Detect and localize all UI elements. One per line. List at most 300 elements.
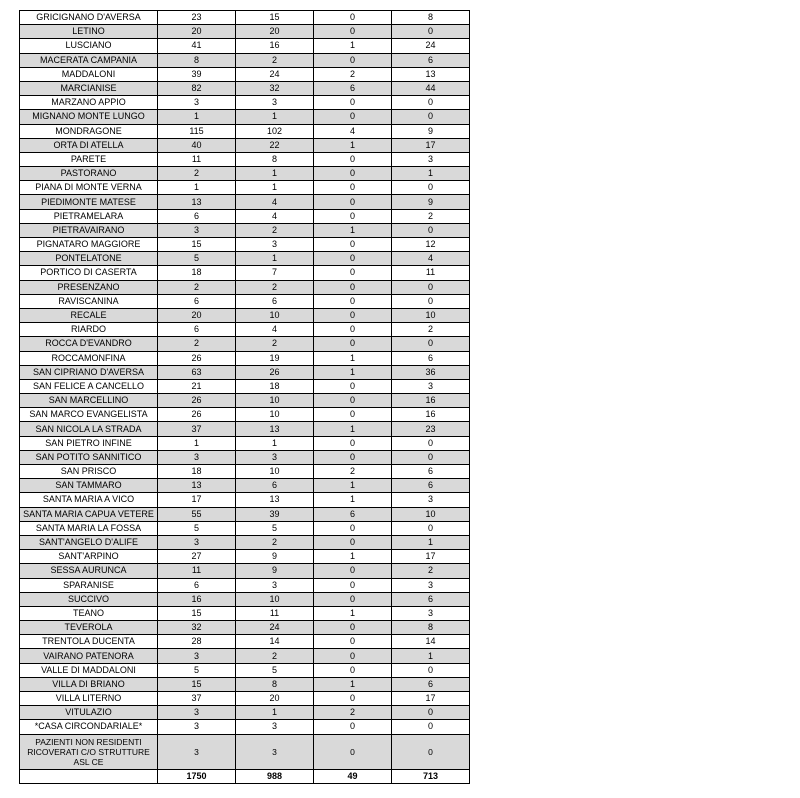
table-row	[20, 621, 470, 635]
municipality-cell: RECALE	[20, 308, 158, 322]
totals-label-cell	[20, 769, 158, 784]
municipality-cell: MACERATA CAMPANIA	[20, 53, 158, 67]
value-cell-1: 11	[158, 564, 236, 578]
value-cell-1: 41	[158, 39, 236, 53]
value-cell-4: 11	[392, 266, 470, 280]
value-cell-3: 0	[314, 337, 392, 351]
value-cell-1: 2	[158, 167, 236, 181]
value-cell-2: 13	[236, 493, 314, 507]
value-cell-2: 6	[236, 294, 314, 308]
municipality-cell: LETINO	[20, 25, 158, 39]
value-cell-1: 5	[158, 663, 236, 677]
municipality-cell: GRICIGNANO D'AVERSA	[20, 11, 158, 25]
value-cell-3: 1	[314, 351, 392, 365]
municipality-cell: PAZIENTI NON RESIDENTI RICOVERATI C/O STRUTTURE ASL CE	[20, 734, 158, 769]
value-cell-3: 2	[314, 67, 392, 81]
value-cell-3: 0	[314, 379, 392, 393]
municipality-cell: SANTA MARIA A VICO	[20, 493, 158, 507]
value-cell-4: 2	[392, 323, 470, 337]
value-cell-4: 6	[392, 479, 470, 493]
municipality-cell: PIETRAVAIRANO	[20, 223, 158, 237]
municipality-cell: RAVISCANINA	[20, 294, 158, 308]
value-cell-3: 0	[314, 181, 392, 195]
value-cell-3: 0	[314, 578, 392, 592]
value-cell-4: 17	[392, 692, 470, 706]
municipality-cell: LUSCIANO	[20, 39, 158, 53]
value-cell-3: 1	[314, 39, 392, 53]
table-row	[20, 365, 470, 379]
value-cell-3: 4	[314, 124, 392, 138]
table-row	[20, 181, 470, 195]
value-cell-1: 1	[158, 110, 236, 124]
value-cell-4: 1	[392, 167, 470, 181]
municipality-cell: TEANO	[20, 606, 158, 620]
value-cell-3: 0	[314, 663, 392, 677]
table-row	[20, 124, 470, 138]
value-cell-1: 3	[158, 223, 236, 237]
table-row	[20, 379, 470, 393]
table-row	[20, 394, 470, 408]
value-cell-2: 10	[236, 308, 314, 322]
value-cell-2: 19	[236, 351, 314, 365]
value-cell-1: 23	[158, 11, 236, 25]
value-cell-2: 5	[236, 521, 314, 535]
table-row	[20, 422, 470, 436]
value-cell-4: 0	[392, 96, 470, 110]
value-cell-1: 37	[158, 422, 236, 436]
value-cell-1: 3	[158, 706, 236, 720]
value-cell-4: 4	[392, 252, 470, 266]
value-cell-2: 4	[236, 323, 314, 337]
municipality-cell: PIGNATARO MAGGIORE	[20, 238, 158, 252]
value-cell-3: 0	[314, 734, 392, 769]
value-cell-4: 0	[392, 110, 470, 124]
value-cell-3: 0	[314, 53, 392, 67]
value-cell-3: 0	[314, 592, 392, 606]
value-cell-3: 2	[314, 706, 392, 720]
value-cell-4: 0	[392, 521, 470, 535]
value-cell-2: 2	[236, 53, 314, 67]
value-cell-2: 2	[236, 280, 314, 294]
municipality-cell: PORTICO DI CASERTA	[20, 266, 158, 280]
value-cell-2: 39	[236, 507, 314, 521]
municipality-cell: SAN PRISCO	[20, 465, 158, 479]
value-cell-4: 0	[392, 280, 470, 294]
value-cell-4: 2	[392, 209, 470, 223]
table-row	[20, 692, 470, 706]
table-row	[20, 11, 470, 25]
table-row	[20, 238, 470, 252]
value-cell-3: 0	[314, 450, 392, 464]
value-cell-3: 6	[314, 81, 392, 95]
value-cell-1: 1	[158, 181, 236, 195]
value-cell-2: 1	[236, 252, 314, 266]
municipality-cell: VILLA DI BRIANO	[20, 677, 158, 691]
value-cell-1: 11	[158, 152, 236, 166]
table-row	[20, 337, 470, 351]
value-cell-3: 1	[314, 677, 392, 691]
value-cell-4: 12	[392, 238, 470, 252]
value-cell-4: 0	[392, 436, 470, 450]
value-cell-4: 3	[392, 578, 470, 592]
municipality-cell: SAN MARCELLINO	[20, 394, 158, 408]
municipality-cell: SANTA MARIA CAPUA VETERE	[20, 507, 158, 521]
value-cell-1: 3	[158, 649, 236, 663]
value-cell-3: 0	[314, 521, 392, 535]
value-cell-4: 3	[392, 493, 470, 507]
value-cell-3: 0	[314, 720, 392, 734]
value-cell-4: 0	[392, 337, 470, 351]
table-row	[20, 479, 470, 493]
value-cell-2: 20	[236, 692, 314, 706]
value-cell-2: 14	[236, 635, 314, 649]
value-cell-2: 3	[236, 450, 314, 464]
value-cell-1: 15	[158, 606, 236, 620]
municipality-cell: SUCCIVO	[20, 592, 158, 606]
value-cell-2: 24	[236, 621, 314, 635]
value-cell-3: 0	[314, 564, 392, 578]
value-cell-2: 10	[236, 465, 314, 479]
value-cell-1: 63	[158, 365, 236, 379]
value-cell-1: 18	[158, 266, 236, 280]
table-row	[20, 507, 470, 521]
table-row	[20, 465, 470, 479]
value-cell-4: 16	[392, 408, 470, 422]
value-cell-2: 2	[236, 535, 314, 549]
municipality-cell: *CASA CIRCONDARIALE*	[20, 720, 158, 734]
municipality-cell: PIETRAMELARA	[20, 209, 158, 223]
municipality-cell: SANT'ANGELO D'ALIFE	[20, 535, 158, 549]
value-cell-1: 5	[158, 521, 236, 535]
value-cell-1: 5	[158, 252, 236, 266]
value-cell-2: 1	[236, 181, 314, 195]
value-cell-2: 3	[236, 578, 314, 592]
table-row	[20, 138, 470, 152]
value-cell-4: 8	[392, 11, 470, 25]
value-cell-2: 20	[236, 25, 314, 39]
table-row	[20, 167, 470, 181]
municipality-cell: SESSA AURUNCA	[20, 564, 158, 578]
table-row	[20, 195, 470, 209]
value-cell-2: 10	[236, 592, 314, 606]
value-cell-2: 102	[236, 124, 314, 138]
municipality-cell: PIEDIMONTE MATESE	[20, 195, 158, 209]
value-cell-3: 0	[314, 323, 392, 337]
table-row	[20, 521, 470, 535]
value-cell-4: 10	[392, 507, 470, 521]
value-cell-1: 20	[158, 308, 236, 322]
value-cell-1: 15	[158, 677, 236, 691]
municipality-cell: SAN MARCO EVANGELISTA	[20, 408, 158, 422]
value-cell-1: 20	[158, 25, 236, 39]
value-cell-1: 6	[158, 578, 236, 592]
value-cell-1: 82	[158, 81, 236, 95]
municipality-cell: SAN PIETRO INFINE	[20, 436, 158, 450]
table-row	[20, 592, 470, 606]
municipality-cell: MONDRAGONE	[20, 124, 158, 138]
value-cell-4: 6	[392, 53, 470, 67]
table-row	[20, 53, 470, 67]
municipality-cell: VILLA LITERNO	[20, 692, 158, 706]
value-cell-3: 0	[314, 535, 392, 549]
value-cell-3: 0	[314, 635, 392, 649]
value-cell-3: 0	[314, 408, 392, 422]
table-row	[20, 436, 470, 450]
table-row	[20, 67, 470, 81]
value-cell-3: 0	[314, 308, 392, 322]
value-cell-2: 4	[236, 195, 314, 209]
value-cell-2: 1	[236, 706, 314, 720]
value-cell-4: 14	[392, 635, 470, 649]
value-cell-1: 18	[158, 465, 236, 479]
value-cell-1: 55	[158, 507, 236, 521]
value-cell-1: 26	[158, 351, 236, 365]
value-cell-3: 1	[314, 365, 392, 379]
value-cell-2: 10	[236, 394, 314, 408]
value-cell-4: 6	[392, 677, 470, 691]
value-cell-4: 16	[392, 394, 470, 408]
value-cell-2: 3	[236, 96, 314, 110]
table-row	[20, 252, 470, 266]
value-cell-3: 0	[314, 692, 392, 706]
value-cell-1: 32	[158, 621, 236, 635]
table-row	[20, 294, 470, 308]
table-row	[20, 578, 470, 592]
value-cell-4: 0	[392, 294, 470, 308]
value-cell-2: 4	[236, 209, 314, 223]
value-cell-1: 40	[158, 138, 236, 152]
value-cell-1: 26	[158, 394, 236, 408]
value-cell-4: 2	[392, 564, 470, 578]
value-cell-2: 13	[236, 422, 314, 436]
value-cell-4: 6	[392, 465, 470, 479]
municipality-cell: SANT'ARPINO	[20, 550, 158, 564]
total-cell-2: 988	[236, 769, 314, 784]
value-cell-1: 8	[158, 53, 236, 67]
value-cell-2: 11	[236, 606, 314, 620]
value-cell-3: 0	[314, 294, 392, 308]
municipality-cell: MADDALONI	[20, 67, 158, 81]
value-cell-4: 9	[392, 124, 470, 138]
value-cell-3: 0	[314, 238, 392, 252]
value-cell-2: 24	[236, 67, 314, 81]
value-cell-3: 0	[314, 266, 392, 280]
municipality-cell: TEVEROLA	[20, 621, 158, 635]
value-cell-3: 0	[314, 252, 392, 266]
municipality-cell: SAN NICOLA LA STRADA	[20, 422, 158, 436]
value-cell-1: 28	[158, 635, 236, 649]
table-row	[20, 81, 470, 95]
municipality-cell: VITULAZIO	[20, 706, 158, 720]
table-row	[20, 408, 470, 422]
value-cell-3: 0	[314, 436, 392, 450]
value-cell-1: 13	[158, 479, 236, 493]
value-cell-2: 3	[236, 734, 314, 769]
total-cell-1: 1750	[158, 769, 236, 784]
table-row	[20, 663, 470, 677]
value-cell-4: 17	[392, 138, 470, 152]
value-cell-1: 3	[158, 734, 236, 769]
value-cell-2: 7	[236, 266, 314, 280]
value-cell-4: 1	[392, 535, 470, 549]
totals-row	[20, 769, 470, 784]
table-row	[20, 535, 470, 549]
value-cell-4: 0	[392, 734, 470, 769]
value-cell-3: 1	[314, 223, 392, 237]
value-cell-1: 6	[158, 323, 236, 337]
value-cell-2: 3	[236, 720, 314, 734]
value-cell-1: 37	[158, 692, 236, 706]
municipality-cell: MARCIANISE	[20, 81, 158, 95]
value-cell-1: 6	[158, 294, 236, 308]
value-cell-4: 0	[392, 181, 470, 195]
value-cell-3: 1	[314, 493, 392, 507]
value-cell-4: 23	[392, 422, 470, 436]
value-cell-4: 3	[392, 606, 470, 620]
value-cell-3: 0	[314, 649, 392, 663]
municipality-cell: PASTORANO	[20, 167, 158, 181]
value-cell-1: 16	[158, 592, 236, 606]
value-cell-4: 36	[392, 365, 470, 379]
value-cell-1: 3	[158, 450, 236, 464]
table-row	[20, 450, 470, 464]
municipality-cell: SPARANISE	[20, 578, 158, 592]
value-cell-4: 0	[392, 706, 470, 720]
value-cell-4: 10	[392, 308, 470, 322]
value-cell-2: 6	[236, 479, 314, 493]
value-cell-2: 16	[236, 39, 314, 53]
table-row	[20, 649, 470, 663]
value-cell-1: 17	[158, 493, 236, 507]
value-cell-3: 0	[314, 110, 392, 124]
municipality-cell: ROCCA D'EVANDRO	[20, 337, 158, 351]
value-cell-1: 1	[158, 436, 236, 450]
total-cell-4: 713	[392, 769, 470, 784]
table-row	[20, 606, 470, 620]
table-row	[20, 564, 470, 578]
value-cell-3: 6	[314, 507, 392, 521]
value-cell-3: 0	[314, 195, 392, 209]
value-cell-3: 1	[314, 422, 392, 436]
value-cell-2: 8	[236, 677, 314, 691]
value-cell-1: 27	[158, 550, 236, 564]
value-cell-1: 3	[158, 96, 236, 110]
value-cell-4: 17	[392, 550, 470, 564]
table-row	[20, 493, 470, 507]
municipality-cell: SANTA MARIA LA FOSSA	[20, 521, 158, 535]
value-cell-1: 26	[158, 408, 236, 422]
value-cell-1: 3	[158, 720, 236, 734]
municipality-cell: RIARDO	[20, 323, 158, 337]
value-cell-1: 2	[158, 337, 236, 351]
value-cell-2: 32	[236, 81, 314, 95]
value-cell-3: 0	[314, 96, 392, 110]
table-row	[20, 308, 470, 322]
municipality-data-table	[19, 10, 470, 784]
value-cell-2: 1	[236, 436, 314, 450]
value-cell-1: 21	[158, 379, 236, 393]
table-row	[20, 734, 470, 769]
municipality-cell: SAN CIPRIANO D'AVERSA	[20, 365, 158, 379]
total-cell-3: 49	[314, 769, 392, 784]
table-row	[20, 720, 470, 734]
value-cell-4: 44	[392, 81, 470, 95]
municipality-cell: ROCCAMONFINA	[20, 351, 158, 365]
value-cell-2: 2	[236, 649, 314, 663]
value-cell-3: 0	[314, 280, 392, 294]
value-cell-4: 6	[392, 592, 470, 606]
value-cell-2: 26	[236, 365, 314, 379]
value-cell-4: 0	[392, 663, 470, 677]
municipality-cell: PONTELATONE	[20, 252, 158, 266]
value-cell-4: 6	[392, 351, 470, 365]
table-row	[20, 266, 470, 280]
value-cell-1: 13	[158, 195, 236, 209]
municipality-cell: VALLE DI MADDALONI	[20, 663, 158, 677]
table-row	[20, 209, 470, 223]
value-cell-3: 0	[314, 621, 392, 635]
value-cell-2: 9	[236, 564, 314, 578]
value-cell-2: 9	[236, 550, 314, 564]
value-cell-2: 2	[236, 223, 314, 237]
value-cell-4: 24	[392, 39, 470, 53]
value-cell-3: 1	[314, 550, 392, 564]
table-row	[20, 706, 470, 720]
table-row	[20, 96, 470, 110]
value-cell-2: 22	[236, 138, 314, 152]
table-row	[20, 25, 470, 39]
value-cell-2: 2	[236, 337, 314, 351]
value-cell-1: 2	[158, 280, 236, 294]
value-cell-4: 3	[392, 152, 470, 166]
table-row	[20, 550, 470, 564]
value-cell-4: 0	[392, 223, 470, 237]
value-cell-1: 6	[158, 209, 236, 223]
table-row	[20, 280, 470, 294]
value-cell-1: 115	[158, 124, 236, 138]
value-cell-1: 3	[158, 535, 236, 549]
table-body	[20, 11, 470, 784]
value-cell-4: 9	[392, 195, 470, 209]
value-cell-3: 0	[314, 152, 392, 166]
table-row	[20, 351, 470, 365]
value-cell-4: 8	[392, 621, 470, 635]
municipality-cell: SAN POTITO SANNITICO	[20, 450, 158, 464]
table-row	[20, 323, 470, 337]
table-row	[20, 39, 470, 53]
municipality-cell: MARZANO APPIO	[20, 96, 158, 110]
municipality-cell: PIANA DI MONTE VERNA	[20, 181, 158, 195]
municipality-cell: VAIRANO PATENORA	[20, 649, 158, 663]
value-cell-3: 0	[314, 209, 392, 223]
value-cell-4: 3	[392, 379, 470, 393]
value-cell-3: 1	[314, 606, 392, 620]
municipality-cell: PRESENZANO	[20, 280, 158, 294]
table-row	[20, 110, 470, 124]
value-cell-3: 1	[314, 138, 392, 152]
value-cell-2: 18	[236, 379, 314, 393]
municipality-cell: SAN TAMMARO	[20, 479, 158, 493]
value-cell-3: 2	[314, 465, 392, 479]
municipality-cell: ORTA DI ATELLA	[20, 138, 158, 152]
value-cell-3: 0	[314, 25, 392, 39]
value-cell-3: 1	[314, 479, 392, 493]
table-row	[20, 635, 470, 649]
municipality-cell: SAN FELICE A CANCELLO	[20, 379, 158, 393]
municipality-cell: MIGNANO MONTE LUNGO	[20, 110, 158, 124]
value-cell-2: 5	[236, 663, 314, 677]
value-cell-2: 8	[236, 152, 314, 166]
